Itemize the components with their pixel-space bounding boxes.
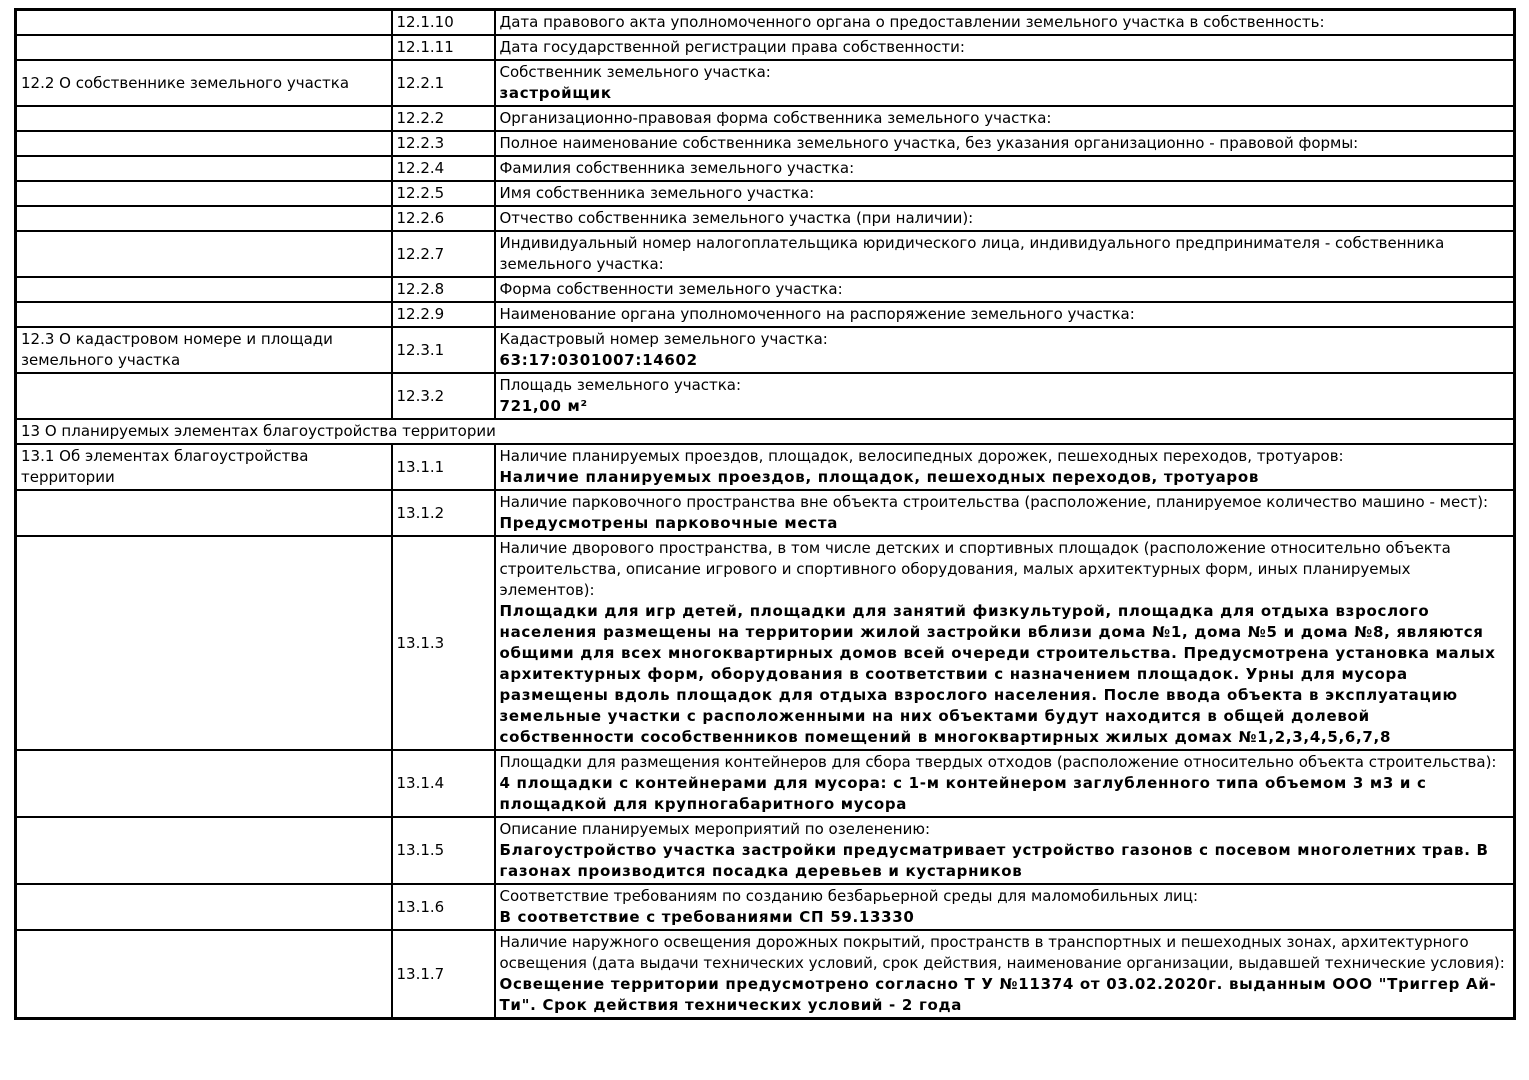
item-content-cell: [495, 490, 1515, 536]
project-declaration-table: [14, 8, 1516, 1020]
item-content-cell: [495, 817, 1515, 884]
item-content-cell: [495, 302, 1515, 327]
item-answer: Предусмотрены парковочные места: [499, 514, 839, 532]
item-content-cell: [495, 156, 1515, 181]
table-row: [16, 181, 1515, 206]
item-number-cell: 13.1.5: [392, 817, 495, 884]
item-answer: Благоустройство участка застройки предусматривает устройство газонов с посевом многолетних трав. В газонах производится посадка деревьев и кустарников: [499, 841, 1489, 880]
item-content-cell: [495, 60, 1515, 106]
item-number-cell: 12.2.3: [392, 131, 495, 156]
item-content-cell: [495, 206, 1515, 231]
item-number-cell: 12.3.2: [392, 373, 495, 419]
item-question: Полное наименование собственника земельного участка, без указания организационно - правовой формы:: [499, 134, 1359, 152]
item-question: Площадки для размещения контейнеров для сбора твердых отходов (расположение относительно объекта строительства):: [499, 753, 1497, 771]
item-answer: застройщик: [499, 84, 612, 102]
item-content-cell: [495, 10, 1515, 36]
item-question: Наличие дворового пространства, в том числе детских и спортивных площадок (расположение относительно объекта строительства, описание игрового и спортивного оборудования, малых архитектурных форм, иных планируемых элементов):: [499, 539, 1451, 599]
table-row: [16, 536, 1515, 750]
item-question: Наличие наружного освещения дорожных покрытий, пространств в транспортных и пешеходных зонах, архитектурного освещения (дата выдачи технических условий, срок действия, наименование организации, выдавшей технические условия):: [499, 933, 1505, 972]
item-number-cell: 13.1.1: [392, 444, 495, 490]
item-number-cell: 12.2.4: [392, 156, 495, 181]
table-row: [16, 490, 1515, 536]
item-content-cell: [495, 231, 1515, 277]
table-row: [16, 106, 1515, 131]
section-label-cell: [16, 884, 392, 930]
item-number-cell: 12.3.1: [392, 327, 495, 373]
item-number-cell: 12.2.5: [392, 181, 495, 206]
item-number-cell: 12.2.7: [392, 231, 495, 277]
table-row: [16, 750, 1515, 817]
item-number-cell: 12.2.6: [392, 206, 495, 231]
item-answer: Наличие планируемых проездов, площадок, пешеходных переходов, тротуаров: [499, 468, 1260, 486]
section-label-cell: [16, 490, 392, 536]
table-row: [16, 206, 1515, 231]
item-question: Наличие планируемых проездов, площадок, велосипедных дорожек, пешеходных переходов, тротуаров:: [499, 447, 1344, 465]
section-label-cell: [16, 930, 392, 1019]
item-number-cell: 12.2.2: [392, 106, 495, 131]
item-question: Описание планируемых мероприятий по озеленению:: [499, 820, 930, 838]
table-row: [16, 231, 1515, 277]
table-row: [16, 302, 1515, 327]
section-label-cell: [16, 302, 392, 327]
item-content-cell: [495, 444, 1515, 490]
item-question: Площадь земельного участка:: [499, 376, 742, 394]
table-row: [16, 60, 1515, 106]
table-row: [16, 277, 1515, 302]
item-content-cell: [495, 930, 1515, 1019]
section-label-cell: [16, 35, 392, 60]
item-content-cell: [495, 35, 1515, 60]
item-question: Кадастровый номер земельного участка:: [499, 330, 828, 348]
declaration-rows: [16, 10, 1515, 1019]
item-question: Отчество собственника земельного участка (при наличии):: [499, 209, 974, 227]
item-number-cell: 13.1.4: [392, 750, 495, 817]
section-label-cell: [16, 277, 392, 302]
section-label-cell: [16, 817, 392, 884]
section-label-cell: [16, 156, 392, 181]
item-number-cell: 13.1.2: [392, 490, 495, 536]
section-label-cell: [16, 536, 392, 750]
section-label-cell: [16, 181, 392, 206]
item-content-cell: [495, 884, 1515, 930]
item-content-cell: [495, 181, 1515, 206]
item-content-cell: [495, 277, 1515, 302]
table-row: [16, 35, 1515, 60]
table-row: [16, 131, 1515, 156]
table-row: [16, 930, 1515, 1019]
item-number-cell: 12.1.11: [392, 35, 495, 60]
table-row: [16, 10, 1515, 36]
section-label-cell: [16, 231, 392, 277]
item-answer: Освещение территории предусмотрено согласно Т У №11374 от 03.02.2020г. выданным ООО "Триггер Ай-Ти". Срок действия технических условий - 2 года: [499, 975, 1497, 1014]
item-question: Фамилия собственника земельного участка:: [499, 159, 855, 177]
table-row: [16, 156, 1515, 181]
section-label-cell: [16, 373, 392, 419]
item-answer: 721,00 м²: [499, 397, 588, 415]
item-question: Дата правового акта уполномоченного органа о предоставлении земельного участка в собственность:: [499, 13, 1325, 31]
item-question: Соответствие требованиям по созданию безбарьерной среды для маломобильных лиц:: [499, 887, 1199, 905]
item-question: Форма собственности земельного участка:: [499, 280, 843, 298]
item-question: Индивидуальный номер налогоплательщика юридического лица, индивидуального предпринимателя - собственника земельного участка:: [499, 234, 1445, 273]
item-content-cell: [495, 536, 1515, 750]
section-label-cell: [16, 131, 392, 156]
item-number-cell: 13.1.7: [392, 930, 495, 1019]
item-number-cell: 13.1.6: [392, 884, 495, 930]
item-answer: Площадки для игр детей, площадки для занятий физкультурой, площадка для отдыха взрослого населения размещены на территории жилой застройки вблизи дома №1, дома №5 и дома №8, являются общими для всех многоквартирных домов всей очереди строительства. Предусмотрена установка малых архитектурных форм, оборудования в соответствии с назначением площадок. Урны для мусора размещены вдоль площадок для отдыха взрослого населения. После ввода объекта в эксплуатацию земельные участки с расположенными на них объектами будут находится в общей долевой собственности сособственников помещений в многоквартирных жилых домах №1,2,3,4,5,6,7,8: [499, 602, 1496, 746]
item-answer: 4 площадки с контейнерами для мусора: с 1-м контейнером заглубленного типа объемом 3 м3 и с площадкой для крупногабаритного мусора: [499, 774, 1427, 813]
item-question: Дата государственной регистрации права собственности:: [499, 38, 965, 56]
item-number-cell: 12.2.9: [392, 302, 495, 327]
section-label-cell: [16, 206, 392, 231]
section-label-cell: [16, 106, 392, 131]
item-content-cell: [495, 106, 1515, 131]
section-header-row: [16, 419, 1515, 444]
item-question: Наименование органа уполномоченного на распоряжение земельного участка:: [499, 305, 1135, 323]
item-number-cell: 12.2.8: [392, 277, 495, 302]
table-row: [16, 373, 1515, 419]
item-question: Организационно-правовая форма собственника земельного участка:: [499, 109, 1052, 127]
item-content-cell: [495, 327, 1515, 373]
table-row: [16, 327, 1515, 373]
section-label-cell: 13.1 Об элементах благоустройства территории: [16, 444, 392, 490]
section-label-cell: [16, 750, 392, 817]
item-content-cell: [495, 373, 1515, 419]
item-answer: 63:17:0301007:14602: [499, 351, 698, 369]
table-row: [16, 444, 1515, 490]
item-question: Собственник земельного участка:: [499, 63, 771, 81]
section-label-cell: 12.2 О собственнике земельного участка: [16, 60, 392, 106]
item-number-cell: 12.1.10: [392, 10, 495, 36]
item-number-cell: 13.1.3: [392, 536, 495, 750]
table-row: [16, 884, 1515, 930]
section-label-cell: [16, 10, 392, 36]
section-header-cell: 13 О планируемых элементах благоустройства территории: [16, 419, 1515, 444]
section-label-cell: 12.3 О кадастровом номере и площади земельного участка: [16, 327, 392, 373]
table-row: [16, 817, 1515, 884]
item-content-cell: [495, 131, 1515, 156]
item-question: Наличие парковочного пространства вне объекта строительства (расположение, планируемое количество машино - мест):: [499, 493, 1489, 511]
item-content-cell: [495, 750, 1515, 817]
item-question: Имя собственника земельного участка:: [499, 184, 815, 202]
item-answer: В соответствие с требованиями СП 59.13330: [499, 908, 915, 926]
item-number-cell: 12.2.1: [392, 60, 495, 106]
